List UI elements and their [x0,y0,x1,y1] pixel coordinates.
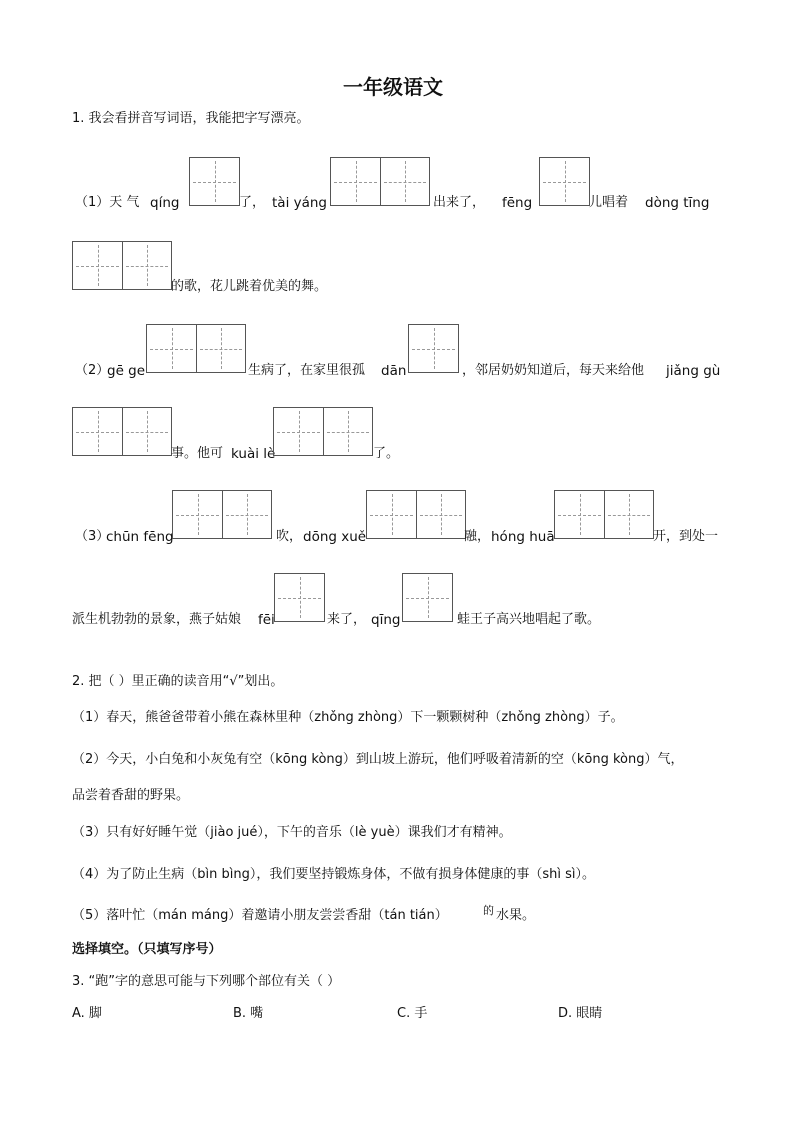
text-fragment: 开，到处一 [653,529,719,544]
text-fragment: 了。 [373,446,400,461]
pinyin: dōng xuě [303,529,367,545]
writing-box[interactable] [554,490,654,539]
writing-box[interactable] [408,324,459,373]
pinyin: dān [381,363,407,379]
page-title: 一年级语文 [343,75,443,99]
writing-box[interactable] [172,490,272,539]
q3-option-c[interactable]: C. 手 [397,1006,428,1021]
q2-line: （2）今天，小白兔和小灰兔有空（kōng kòng）到山坡上游玩，他们呼吸着清新的空（kōng kòng）气， [72,752,684,767]
text-fragment: 来了， [327,612,367,627]
q1-p3-number: （3） [75,529,110,544]
text-fragment: ，邻居奶奶知道后，每天来给他 [462,363,645,378]
text-fragment: 出来了， [433,195,486,210]
q2-line-tail: 水果。 [496,908,536,923]
pinyin: qíng [150,195,180,211]
text-fragment: 的歌，花儿跳着优美的舞。 [171,279,328,294]
section-heading: 选择填空。（只填写序号） [72,942,222,957]
q2-heading: 2. 把（ ）里正确的读音用“√”划出。 [72,674,284,689]
pinyin: jiǎng gù [666,363,721,379]
writing-box[interactable] [189,157,240,206]
pinyin: hóng huā [491,529,555,545]
writing-box[interactable] [146,324,246,373]
pinyin: chūn fēng [106,529,174,545]
text-fragment: 儿唱着 [589,195,629,210]
q3-option-d[interactable]: D. 眼睛 [558,1006,603,1021]
pinyin: dòng tīng [645,195,710,211]
pinyin: tài yáng [272,195,327,211]
writing-box[interactable] [330,157,430,206]
writing-box[interactable] [72,407,172,456]
q3-option-a[interactable]: A. 脚 [72,1006,102,1021]
writing-box[interactable] [273,407,373,456]
pinyin: fēi [258,612,275,628]
q1-heading: 1. 我会看拼音写词语，我能把字写漂亮。 [72,111,310,126]
text-fragment: 生病了，在家里很孤 [248,363,366,378]
text-fragment: 派生机勃勃的景象，燕子姑娘 [72,612,242,627]
text-fragment: 融， [464,529,491,544]
q2-line: （5）落叶忙（mán máng）着邀请小朋友尝尝香甜（tán tián） [72,908,448,923]
pinyin: qīng [371,612,401,628]
q1-p2-number: （2） [75,363,110,378]
writing-box[interactable] [402,573,453,622]
text-fragment: 蛙王子高兴地唱起了歌。 [457,612,601,627]
writing-box[interactable] [274,573,325,622]
q2-line: （1）春天，熊爸爸带着小熊在森林里种（zhǒng zhòng）下一颗颗树种（zhǒng zhòng）子。 [72,710,624,725]
q2-line: （3）只有好好睡午觉（jiào jué），下午的音乐（lè yuè）课我们才有精神。 [72,825,512,840]
q2-line-tail-small: 的 [483,904,494,917]
pinyin: fēng [502,195,533,211]
pinyin: gē ge [107,363,146,379]
q3-option-b[interactable]: B. 嘴 [233,1006,264,1021]
q1-p1-number: （1）天 气 [75,195,140,210]
q2-line: （4）为了防止生病（bìn bìng），我们要坚持锻炼身体，不做有损身体健康的事（shì sì）。 [72,867,596,882]
writing-box[interactable] [539,157,590,206]
q2-line: 品尝着香甜的野果。 [72,788,190,803]
writing-box[interactable] [366,490,466,539]
text-fragment: 吹， [276,529,303,544]
text-fragment: 事。他可 [171,446,224,461]
text-fragment: 了， [239,195,266,210]
q3-question: 3. “跑”字的意思可能与下列哪个部位有关（ ） [72,974,341,989]
writing-box[interactable] [72,241,172,290]
pinyin: kuài lè [231,446,276,462]
